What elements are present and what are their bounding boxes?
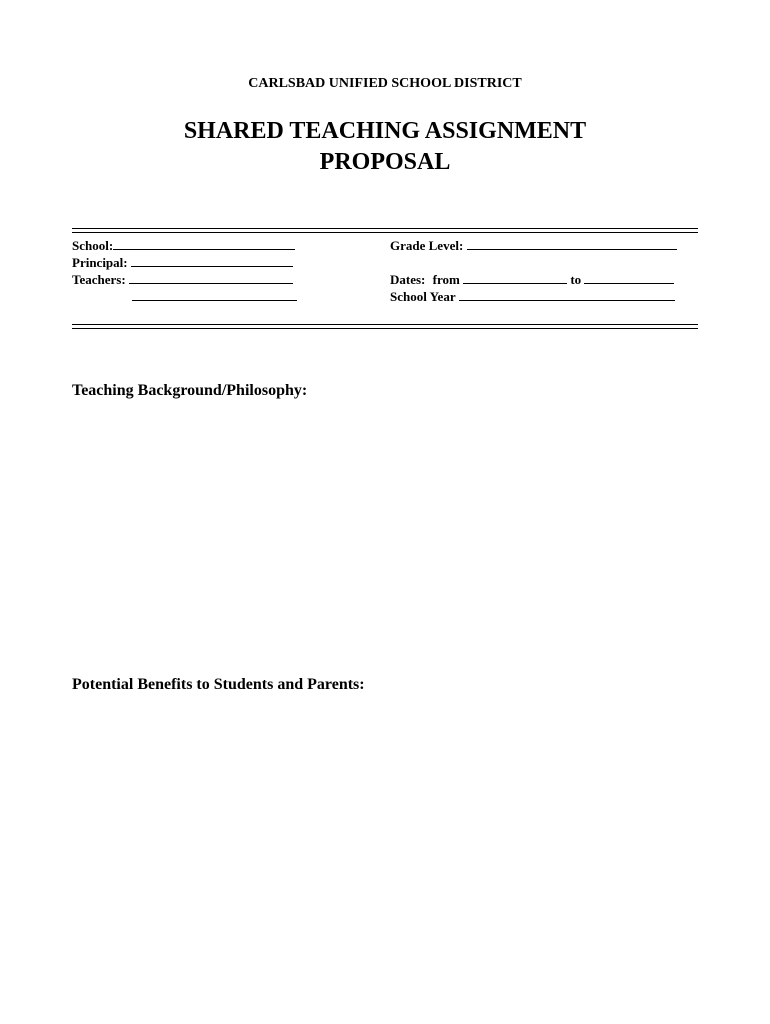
grade-level-blank[interactable]	[467, 238, 677, 250]
school-label: School:	[72, 238, 114, 253]
teachers-blank-2[interactable]	[132, 289, 297, 301]
grade-level-field	[390, 237, 677, 254]
principal-label: Principal:	[72, 255, 128, 270]
principal-blank[interactable]	[131, 255, 293, 267]
dates-field	[390, 271, 674, 288]
school-year-label: School Year	[390, 289, 456, 304]
title-line-1: SHARED TEACHING ASSIGNMENT	[183, 118, 587, 144]
date-from-blank[interactable]	[463, 272, 567, 284]
teachers-field	[72, 271, 293, 288]
district-name: CARLSBAD UNIFIED SCHOOL DISTRICT	[248, 76, 522, 91]
page-title	[0, 116, 770, 178]
school-field	[72, 237, 295, 254]
potential-benefits-heading: Potential Benefits to Students and Parents:	[72, 676, 365, 693]
grade-level-label: Grade Level:	[390, 238, 464, 253]
title-line-2: PROPOSAL	[319, 149, 451, 175]
dates-label: Dates:	[390, 272, 426, 287]
date-to-blank[interactable]	[584, 272, 674, 284]
school-year-blank[interactable]	[459, 289, 675, 301]
to-label: to	[570, 272, 582, 287]
school-blank[interactable]	[113, 238, 295, 250]
bottom-divider	[72, 324, 698, 329]
top-divider	[72, 228, 698, 233]
school-year-field	[390, 288, 675, 305]
teachers-blank-1[interactable]	[129, 272, 293, 284]
from-label: from	[432, 272, 460, 287]
teaching-background-heading: Teaching Background/Philosophy:	[72, 382, 308, 399]
teachers-label: Teachers:	[72, 272, 126, 287]
principal-field	[72, 254, 293, 271]
teachers-field-2	[132, 288, 297, 305]
